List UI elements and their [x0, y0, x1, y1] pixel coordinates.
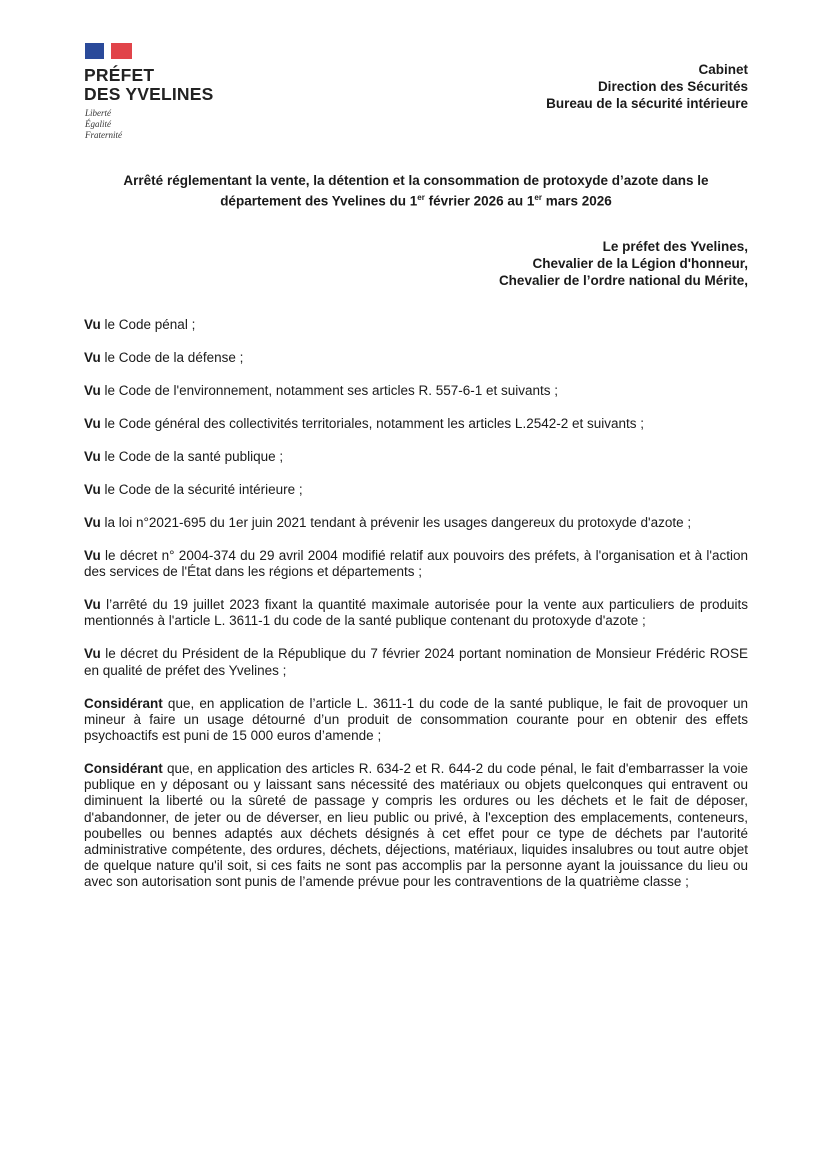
paragraph-lead: Considérant	[84, 761, 163, 777]
visa-paragraph	[84, 515, 748, 531]
signer-honour-1: Chevalier de la Légion d'honneur,	[532, 256, 748, 271]
title-sup-2: er	[534, 193, 542, 202]
title-text-3: mars 2026	[541, 193, 612, 209]
visa-paragraph	[84, 482, 748, 498]
paragraph-text: le Code de la santé publique ;	[100, 449, 284, 464]
motto-fraternite: Fraternité	[85, 130, 122, 140]
republic-motto	[85, 108, 122, 141]
service-bureau: Bureau de la sécurité intérieure	[546, 96, 748, 111]
visa-paragraph	[84, 416, 748, 432]
paragraph-lead: Vu	[84, 597, 101, 613]
paragraph-lead: Vu	[84, 317, 101, 332]
title-text-1: Arrêté réglementant la vente, la détention et la consommation de protoxyde d’azote dans le département des Yvelines du 1	[123, 173, 709, 209]
paragraph-text: le Code de la défense ;	[100, 350, 244, 365]
service-cabinet: Cabinet	[698, 62, 748, 77]
paragraph-lead: Considérant	[84, 695, 163, 711]
signer-honour-2: Chevalier de l’ordre national du Mérite,	[498, 273, 748, 288]
service-direction: Direction des Sécurités	[597, 79, 748, 94]
paragraph-lead: Vu	[84, 449, 101, 464]
visa-paragraph	[84, 548, 748, 580]
paragraph-text: le décret du Président de la République du 7 février 2024 portant nomination de Monsieur Frédéric ROSE en qualité de préfet des Yvelines ;	[84, 646, 748, 678]
visa-paragraph	[84, 597, 748, 629]
document-title	[84, 172, 748, 210]
paragraph-lead: Vu	[84, 482, 101, 497]
considerant-paragraph	[84, 696, 748, 745]
paragraph-lead: Vu	[84, 416, 101, 431]
brand-line-1: PRÉFET	[84, 65, 155, 85]
considerant-paragraph	[84, 761, 748, 891]
marianne-flag-logo	[85, 43, 132, 59]
title-text-2: février 2026 au 1	[424, 193, 535, 209]
visa-paragraph	[84, 646, 748, 678]
paragraph-text: que, en application de l’article L. 3611-1 du code de la santé publique, le fait de provoquer un mineur à faire un usage détourné d’un produit de consommation courante pour en obtenir des effets psychoactifs est puni de 15 000 euros d’amende ;	[84, 695, 748, 744]
paragraph-text: le Code de la sécurité intérieure ;	[100, 482, 303, 497]
visa-paragraph	[84, 449, 748, 465]
issuing-service	[546, 61, 748, 112]
visa-paragraph	[84, 350, 748, 366]
paragraph-text: le Code général des collectivités territoriales, notamment les articles L.2542-2 et suivants ;	[100, 416, 645, 431]
signatory-block	[499, 238, 748, 289]
prefecture-brand	[84, 66, 213, 104]
paragraph-lead: Vu	[84, 383, 101, 398]
motto-liberte: Liberté	[85, 108, 111, 118]
title-sup-1: er	[417, 193, 425, 202]
signer-title: Le préfet des Yvelines,	[602, 239, 748, 254]
brand-line-2: DES YVELINES	[84, 84, 214, 104]
paragraph-lead: Vu	[84, 548, 101, 563]
paragraph-text: le Code pénal ;	[100, 317, 196, 332]
paragraph-lead: Vu	[84, 350, 101, 365]
paragraph-lead: Vu	[84, 646, 101, 662]
paragraph-text: l’arrêté du 19 juillet 2023 fixant la quantité maximale autorisée pour la vente aux particuliers de produits mentionnés à l'article L. 3611-1 du code de la santé publique contenant du protoxyde d'azote ;	[84, 597, 748, 629]
paragraph-text: le décret n° 2004-374 du 29 avril 2004 modifié relatif aux pouvoirs des préfets, à l'organisation et à l'action des services de l'État dans les régions et départements ;	[84, 548, 748, 580]
paragraph-text: que, en application des articles R. 634-2 et R. 644-2 du code pénal, le fait d'embarrasser la voie publique en y déposant ou y laissant sans nécessité des matériaux ou objets quelconques qui entravent ou diminuent la liberté ou la sûreté de passage y compris les ordures ou les déchets et le fait de déposer, d'abandonner, de jeter ou de déverser, en lieu public ou privé, à l'exception des emplacements, conteneurs, poubelles ou bennes adaptés aux déchets désignés à cet effet pour ce type de déchets par l'autorité administrative compétente, des ordures, déchets, déjections, matériaux, liquides insalubres ou tout autre objet de quelque nature qu'il soit, si ces faits ne sont pas accomplis par la personne ayant la jouissance du lieu ou avec son autorisation sont punis de l’amende prévue pour les contraventions de la quatrième classe ;	[84, 761, 748, 890]
document-body	[84, 317, 748, 907]
paragraph-text: la loi n°2021-695 du 1er juin 2021 tendant à prévenir les usages dangereux du protoxyde d'azote ;	[100, 515, 692, 530]
visa-paragraph	[84, 317, 748, 333]
paragraph-text: le Code de l'environnement, notamment ses articles R. 557-6-1 et suivants ;	[100, 383, 559, 398]
visa-paragraph	[84, 383, 748, 399]
paragraph-lead: Vu	[84, 515, 101, 530]
motto-egalite: Égalité	[85, 119, 111, 129]
